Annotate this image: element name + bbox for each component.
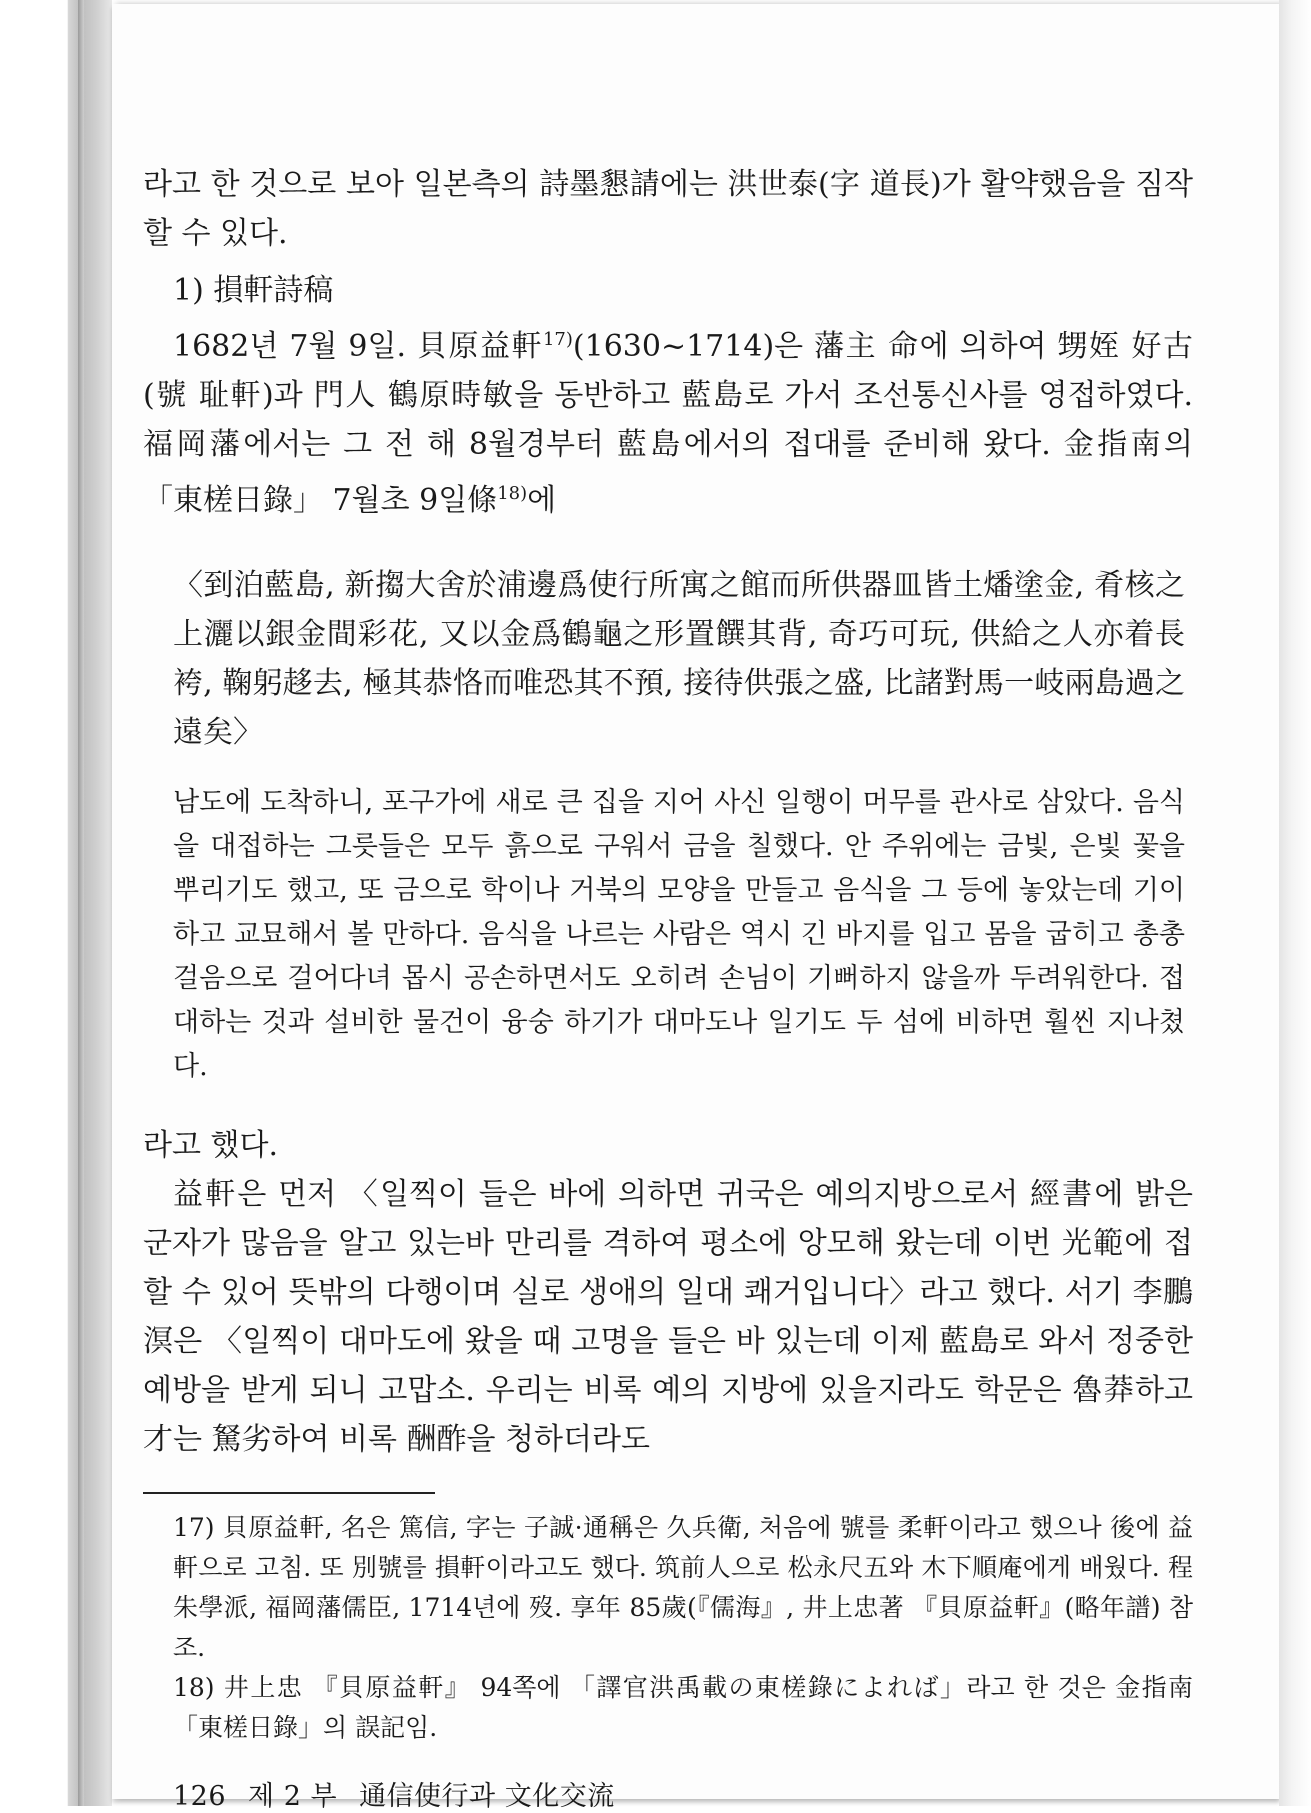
- book-page-edge-right: [1279, 0, 1311, 1806]
- page-footer: [143, 1774, 1193, 1813]
- footer-part: 제 2 부: [248, 1781, 338, 1812]
- paragraph-kaibara-part-b: (1630~1714)은 藩主 命에 의하여 甥姪 好古(號 耻軒)과 門人 鶴原時敏을 동반하고 藍島로 가서 조선통신사를 영접하였다. 福岡藩에서는 그 전 해 8월경부터 藍島에서의 접대를 준비해 왔다. 金指南의 「東槎日錄」 7월초 9일條: [143, 329, 1193, 518]
- paragraph-kaibara: [143, 315, 1193, 525]
- footnote-ref-18: 18): [497, 483, 528, 504]
- paragraph-kaibara-part-a: 1682년 7월 9일. 貝原益軒: [173, 329, 543, 364]
- quote-classical-chinese: 〈到泊藍島, 新搊大舍於浦邊爲使行所寓之館而所供器皿皆土燔塗金, 肴核之上灑以銀金間彩花, 又以金爲鶴龜之形置饌其背, 奇巧可玩, 供給之人亦着長袴, 鞠躬趍去, 極其恭恪而唯恐其不預, 接待供張之盛, 比諸對馬一岐兩島過之遠矣〉: [173, 568, 1185, 750]
- page-number: 126: [173, 1781, 227, 1812]
- paragraph-kaibara-part-c: 에: [527, 483, 557, 518]
- footer-title: 通信使行과 文化交流: [359, 1781, 615, 1812]
- footnote-divider: [143, 1492, 435, 1494]
- footnote-ref-17: 17): [542, 329, 573, 350]
- section-heading: 1) 損軒詩稿: [173, 273, 334, 308]
- paragraph-ekken: 益軒은 먼저 〈일찍이 들은 바에 의하면 귀국은 예의지방으로서 經書에 밝은 군자가 많음을 알고 있는바 만리를 격하여 평소에 앙모해 왔는데 이번 光範에 접할 수 있어 뜻밖의 다행이며 실로 생애의 일대 쾌거입니다〉라고 했다. 서기 李鵬溟은 〈일찍이 대마도에 왔을 때 고명을 들은 바 있는데 이제 藍島로 와서 정중한 예방을 받게 되니 고맙소. 우리는 비록 예의 지방에 있을지라도 학문은 魯莽하고 才는 駑劣하여 비록 酬酢을 청하더라도: [143, 1177, 1193, 1457]
- footnote-18: 18) 井上忠 『貝原益軒』 94쪽에 「譯官洪禹載の東槎錄によれば」라고 한 것은 金指南 「東槎日錄」의 誤記임.: [173, 1673, 1193, 1742]
- page-content: [143, 160, 1193, 1813]
- footnote-17: 17) 貝原益軒, 名은 篤信, 字는 子誠·通稱은 久兵衛, 처음에 號를 柔軒이라고 했으나 後에 益軒으로 고침. 또 別號를 損軒이라고도 했다. 筑前人으로 松永尺五와 木下順庵에게 배웠다. 程朱學派, 福岡藩儒臣, 1714년에 歿. 享年 85歲(『儒海』, 井上忠著 『貝原益軒』(略年譜) 참조.: [173, 1513, 1193, 1662]
- paragraph-intro: 라고 한 것으로 보아 일본측의 詩墨懇請에는 洪世泰(字 道長)가 활약했음을 짐작할 수 있다.: [143, 167, 1193, 251]
- quote-korean-translation: 남도에 도착하니, 포구가에 새로 큰 집을 지어 사신 일행이 머무를 관사로 삼았다. 음식을 대접하는 그릇들은 모두 흙으로 구워서 금을 칠했다. 안 주위에는 금빛, 은빛 꽃을 뿌리기도 했고, 또 금으로 학이나 거북의 모양을 만들고 음식을 그 등에 놓았는데 기이하고 교묘해서 볼 만하다. 음식을 나르는 사람은 역시 긴 바지를 입고 몸을 굽히고 총총 걸음으로 걸어다녀 몹시 공손하면서도 오히려 손님이 기뻐하지 않을까 두려워한다. 접대하는 것과 설비한 물건이 융숭 하기가 대마도나 일기도 두 섬에 비하면 훨씬 지나쳤다.: [173, 787, 1185, 1082]
- book-page-edge-left: [0, 0, 112, 1806]
- paragraph-said: 라고 했다.: [143, 1128, 278, 1163]
